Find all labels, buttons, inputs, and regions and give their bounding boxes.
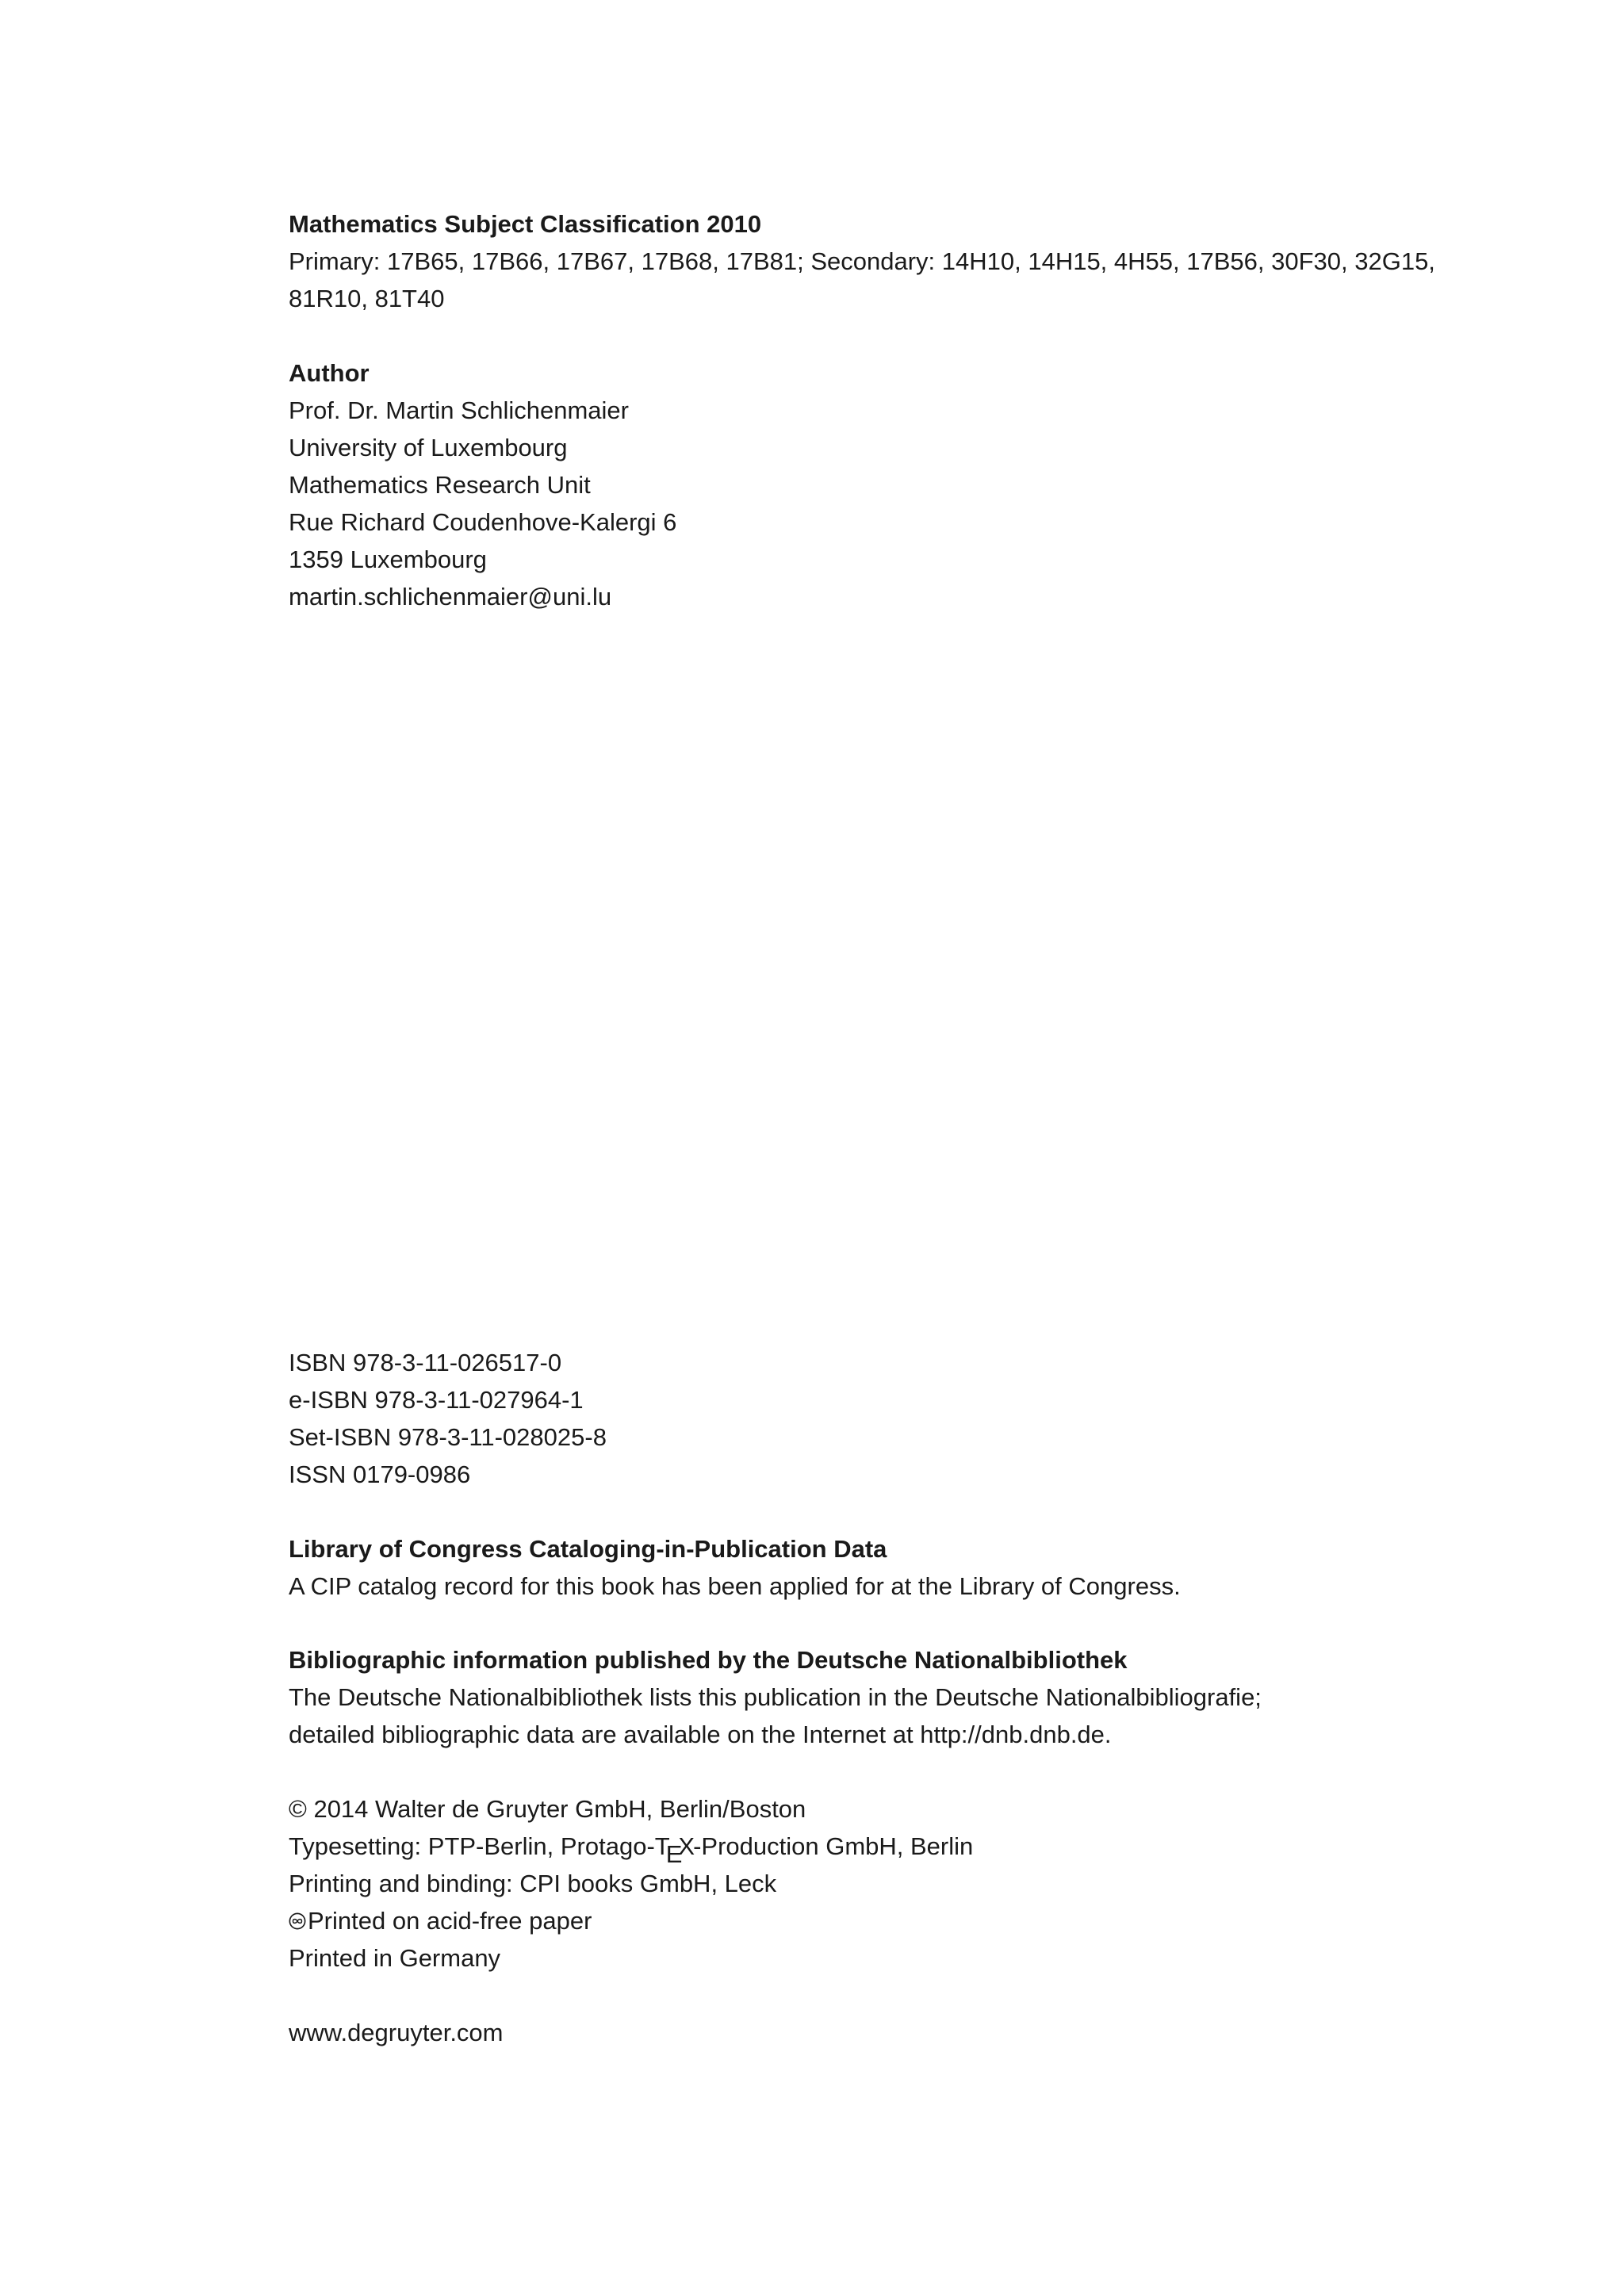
msc-line-2: 81R10, 81T40 — [289, 285, 445, 312]
author-name: Prof. Dr. Martin Schlichenmaier — [289, 396, 629, 424]
typesetting-line — [289, 1828, 1510, 1868]
loc-text: A CIP catalog record for this book has been applied for at the Library of Congress. — [289, 1572, 1181, 1600]
tex-x: X — [678, 1832, 694, 1860]
country-line: Printed in Germany — [289, 1944, 501, 1972]
e-isbn: e-ISBN 978-3-11-027964-1 — [289, 1386, 584, 1414]
set-isbn: Set-ISBN 978-3-11-028025-8 — [289, 1423, 607, 1451]
author-university: University of Luxembourg — [289, 434, 568, 461]
msc-line-1: Primary: 17B65, 17B66, 17B67, 17B68, 17B81; Secondary: 14H10, 14H15, 4H55, 17B56, 30F30, 32G15, — [289, 247, 1435, 275]
acid-free-text: Printed on acid-free paper — [308, 1907, 592, 1935]
dnb-heading: Bibliographic information published by the Deutsche Nationalbibliothek — [289, 1646, 1128, 1674]
dnb-line-1: The Deutsche Nationalbibliothek lists this publication in the Deutsche Nationalbibliografie; — [289, 1683, 1262, 1711]
acid-free-line — [289, 1902, 1510, 1939]
infinity-circle-icon — [289, 1912, 306, 1930]
author-heading: Author — [289, 359, 370, 387]
author-street: Rue Richard Coudenhove-Kalergi 6 — [289, 508, 677, 536]
tex-t: T — [654, 1832, 668, 1860]
msc-heading: Mathematics Subject Classification 2010 — [289, 210, 762, 238]
typesetting-suffix: -Production GmbH, Berlin — [693, 1832, 974, 1860]
dnb-section — [289, 1641, 1510, 1753]
loc-heading: Library of Congress Cataloging-in-Publication Data — [289, 1535, 887, 1563]
publisher-section — [289, 1790, 1510, 1977]
issn: ISSN 0179-0986 — [289, 1460, 471, 1488]
dnb-line-2: detailed bibliographic data are available on the Internet at http://dnb.dnb.de. — [289, 1721, 1112, 1748]
copyright-line: © 2014 Walter de Gruyter GmbH, Berlin/Boston — [289, 1795, 806, 1823]
identifiers-section — [289, 1344, 1510, 1493]
loc-section — [289, 1530, 1510, 1605]
author-section — [289, 354, 1510, 615]
website-link[interactable]: www.degruyter.com — [289, 2019, 504, 2046]
tex-e: E — [665, 1840, 681, 1868]
msc-section — [289, 205, 1510, 317]
website-section — [289, 2014, 1510, 2051]
author-unit: Mathematics Research Unit — [289, 471, 591, 499]
tex-logo — [654, 1828, 694, 1868]
author-email: martin.schlichenmaier@uni.lu — [289, 583, 612, 611]
printing-line: Printing and binding: CPI books GmbH, Leck — [289, 1870, 777, 1897]
isbn: ISBN 978-3-11-026517-0 — [289, 1349, 562, 1376]
author-city: 1359 Luxembourg — [289, 545, 487, 573]
typesetting-prefix: Typesetting: PTP-Berlin, Protago- — [289, 1832, 655, 1860]
